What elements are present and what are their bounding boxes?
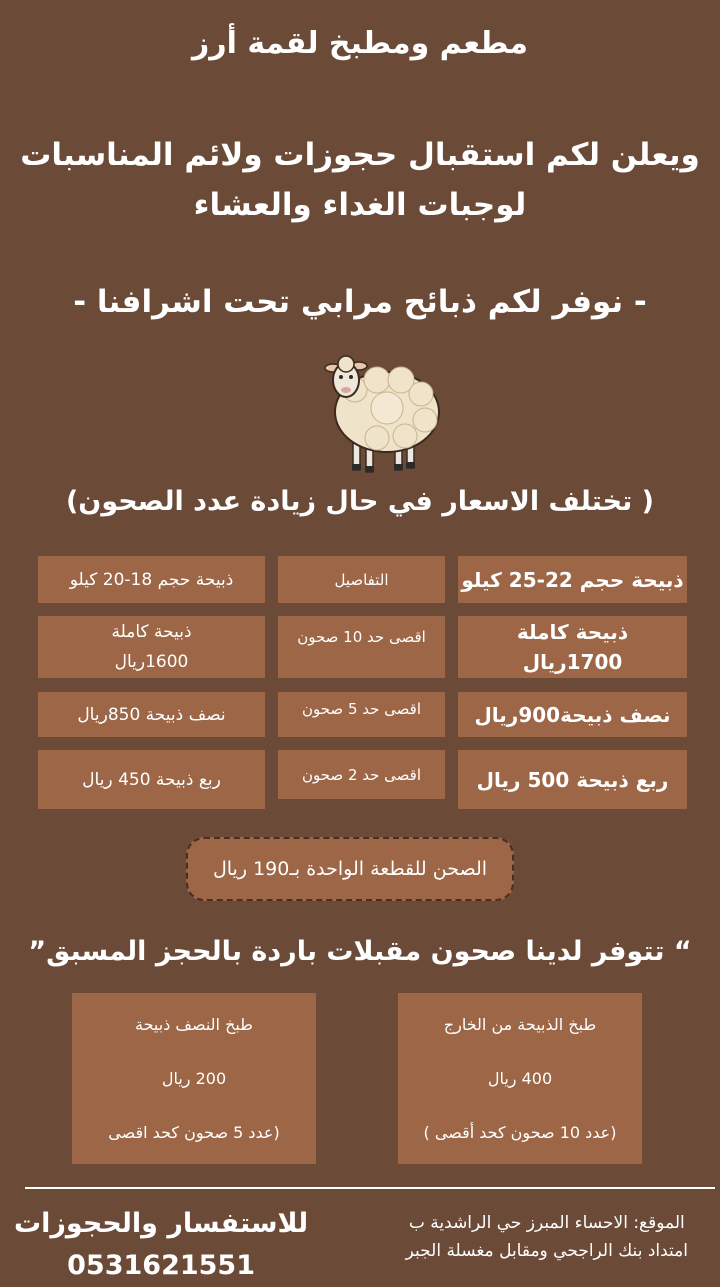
left-col-quarter-cell — [38, 750, 265, 809]
offer-heading: - نوفر لكم ذبائح مرابي تحت اشرافنا - — [73, 284, 647, 320]
right-col-header-cell — [458, 556, 687, 603]
details-header-cell — [278, 556, 445, 603]
half-cooking-limit: (عدد 5 صحون كحد اقصى — [108, 1123, 280, 1142]
right-col-header: ذبيحة حجم 22-25 كيلو — [461, 567, 684, 592]
left-col-half-cell — [38, 692, 265, 737]
right-col-quarter-cell — [458, 750, 687, 809]
restaurant-title: مطعم ومطبخ لقمة أرز — [192, 26, 528, 61]
details-half-cell — [278, 692, 445, 737]
plate-price-badge — [186, 837, 514, 901]
details-quarter-cell — [278, 750, 445, 799]
right-col-full-label: ذبيحة كاملة — [516, 620, 629, 644]
details-half-limit: اقصى حد 5 صحون — [301, 700, 422, 718]
left-col-quarter-price: ربع ذبيحة 450 ريال — [82, 769, 221, 790]
location-line-2: امتداد بنك الراجحي ومقابل مغسلة الجبر — [405, 1241, 688, 1261]
left-col-header-cell — [38, 556, 265, 603]
announcement-line-2: لوجبات الغداء والعشاء — [193, 187, 527, 223]
announcement — [0, 130, 720, 230]
half-cooking-price: 200 ريال — [161, 1069, 227, 1088]
details-full-cell — [278, 616, 445, 678]
right-col-quarter-price: ربع ذبيحة 500 ريال — [476, 767, 669, 792]
inquiry-block — [14, 1203, 308, 1287]
details-full-limit: اقصى حد 10 صحون — [297, 628, 426, 646]
inquiry-label: للاستفسار والحجوزات — [14, 1208, 309, 1239]
sheep-illustration — [315, 350, 445, 475]
left-col-full-label: ذبيحة كاملة — [111, 622, 192, 642]
outside-cooking-title: طبخ الذبيحة من الخارج — [443, 1015, 597, 1034]
left-col-header: ذبيحة حجم 18-20 كيلو — [69, 569, 234, 590]
outside-cooking-price: 400 ريال — [487, 1069, 553, 1088]
right-col-half-cell — [458, 692, 687, 737]
location-line-1: الموقع: الاحساء المبرز حي الراشدية ب — [408, 1213, 685, 1233]
details-quarter-limit: اقصى حد 2 صحون — [301, 765, 422, 784]
location-block — [406, 1209, 688, 1265]
right-col-full-price: 1700ريال — [522, 650, 623, 674]
outside-cooking-limit: (عدد 10 صحون كحد أقصى ) — [423, 1123, 617, 1142]
plate-price-text: الصحن للقطعة الواحدة بـ190 ريال — [212, 858, 488, 880]
price-variation-note: ( تختلف الاسعار في حال زيادة عدد الصحون) — [65, 486, 655, 517]
phone-number[interactable]: 0531621551 — [67, 1250, 256, 1281]
half-cooking-box — [72, 993, 316, 1164]
cold-appetizers-note: “ تتوفر لدينا صحون مقبلات باردة بالحجز المسبق” — [28, 936, 692, 967]
right-col-full-cell — [458, 616, 687, 678]
right-col-half-price: نصف ذبيحة900ريال — [474, 702, 671, 727]
half-cooking-title: طبخ النصف ذبيحة — [135, 1015, 253, 1034]
left-col-half-price: نصف ذبيحة 850ريال — [77, 704, 226, 725]
left-col-full-price: 1600ريال — [114, 652, 189, 672]
left-col-full-cell — [38, 616, 265, 678]
announcement-line-1: ويعلن لكم استقبال حجوزات ولائم المناسبات — [20, 137, 700, 173]
footer-divider — [25, 1187, 715, 1189]
details-header: التفاصيل — [334, 570, 389, 589]
outside-cooking-box — [398, 993, 642, 1164]
